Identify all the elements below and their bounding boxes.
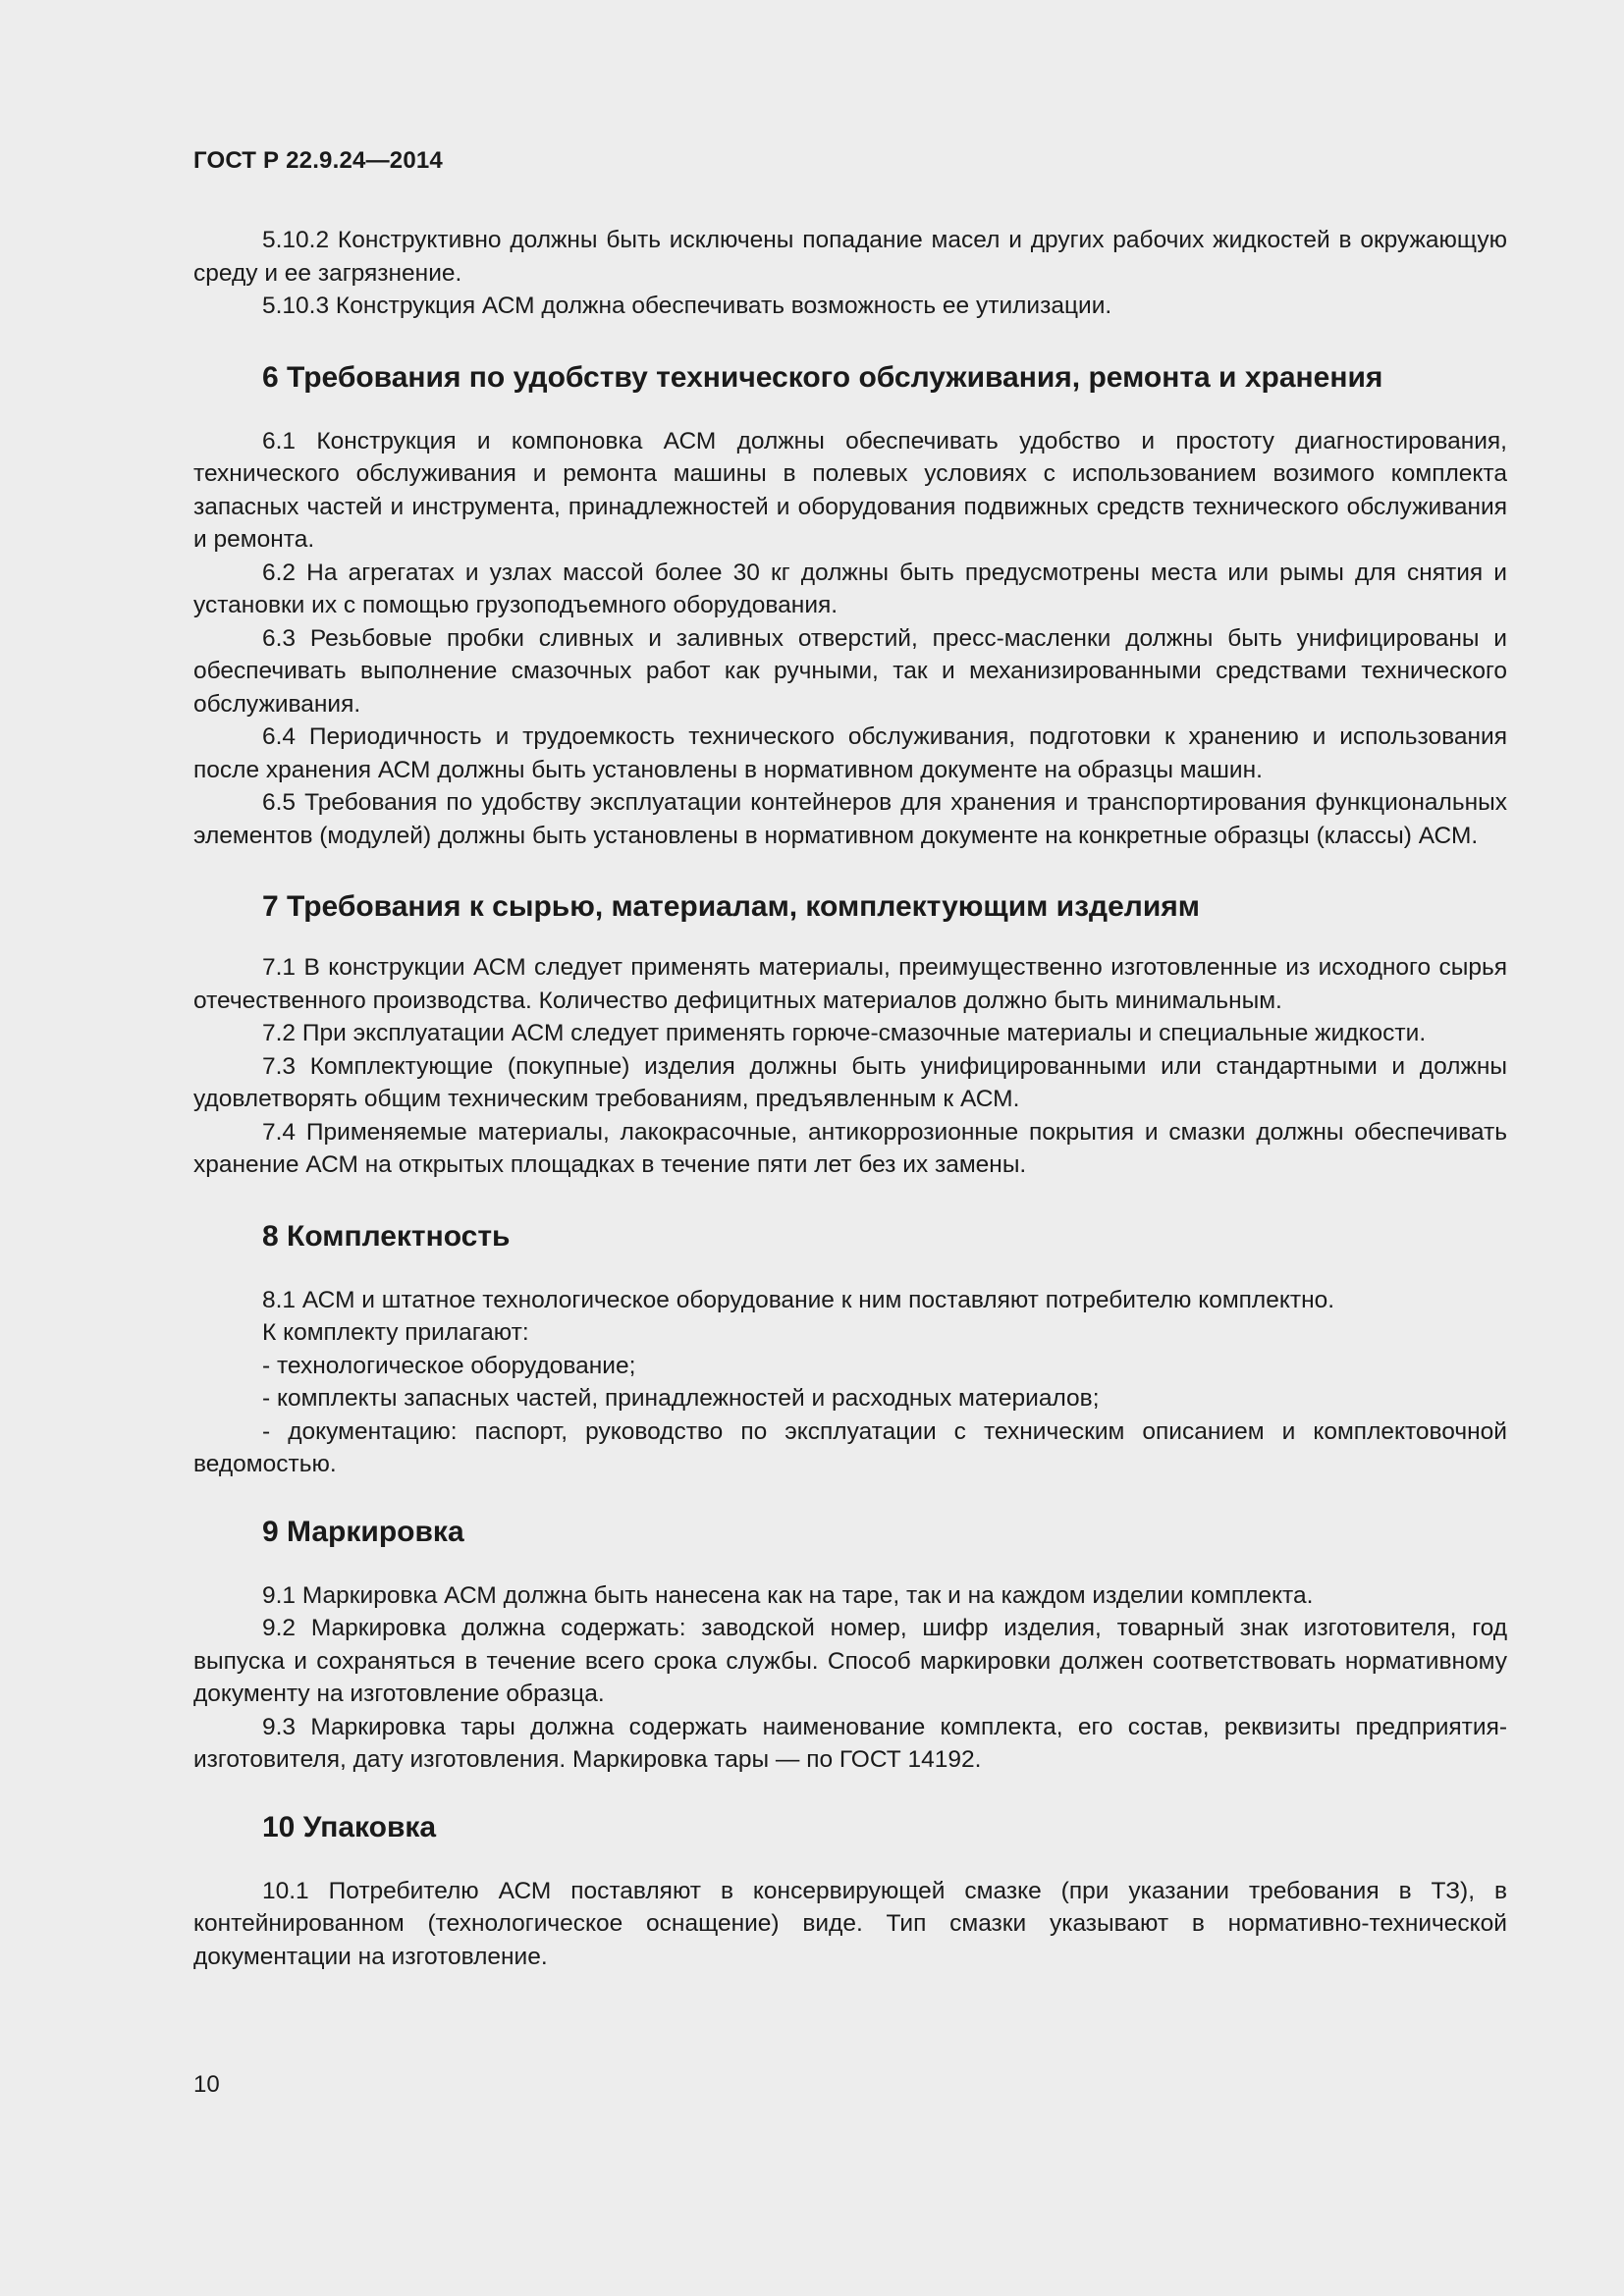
paragraph-5-10-3: 5.10.3 Конструкция АСМ должна обеспечивать возможность ее утилизации. — [262, 293, 1112, 319]
paragraph-7-4: 7.4 Применяемые материалы, лакокрасочные, антикоррозионные покрытия и смазки должны обеспечивать хранение АСМ на открытых площадках в течение пяти лет без их замены. — [193, 1118, 1507, 1178]
paragraph-9-1: 9.1 Маркировка АСМ должна быть нанесена как на таре, так и на каждом изделии комплекта. — [262, 1581, 1314, 1609]
document-body — [193, 224, 1507, 1973]
list-item-equipment: - технологическое оборудование; — [262, 1352, 636, 1379]
section-heading-6: 6 Требования по удобству технического обслуживания, ремонта и хранения — [262, 360, 1383, 394]
paragraph-6-1: 6.1 Конструкция и компоновка АСМ должны обеспечивать удобство и простоту диагностирования, технического обслуживания и ремонта машины в полевых условиях с использованием возимого комплекта запасных частей и инструмента, принадлежностей и оборудования подвижных средств технического обслуживания и ремонта. — [193, 427, 1507, 553]
paragraph-7-1: 7.1 В конструкции АСМ следует применять материалы, преимущественно изготовленные из исходного сырья отечественного производства. Количество дефицитных материалов должно быть минимальным. — [193, 954, 1507, 1014]
paragraph-5-10-2: 5.10.2 Конструктивно должны быть исключены попадание масел и других рабочих жидкостей в окружающую среду и ее загрязнение. — [193, 227, 1507, 287]
document-code-header: ГОСТ Р 22.9.24—2014 — [193, 147, 443, 174]
section-heading-10: 10 Упаковка — [262, 1810, 437, 1843]
paragraph-10-1: 10.1 Потребителю АСМ поставляют в консервирующей смазке (при указании требования в ТЗ), в контейнированном (технологическое оснащение) виде. Тип смазки указывают в нормативно-технической документации на изготовление. — [193, 1877, 1507, 1970]
paragraph-9-2: 9.2 Маркировка должна содержать: заводской номер, шифр изделия, товарный знак изготовителя, год выпуска и сохраняться в течение всего срока службы. Способ маркировки должен соответствовать нормативному документу на изготовление образца. — [193, 1615, 1507, 1707]
section-heading-7: 7 Требования к сырью, материалам, комплектующим изделиям — [262, 890, 1200, 923]
paragraph-6-3: 6.3 Резьбовые пробки сливных и заливных отверстий, пресс-масленки должны быть унифицированы и обеспечивать выполнение смазочных работ как ручными, так и механизированными средствами технического обслуживания. — [193, 624, 1507, 718]
paragraph-6-5: 6.5 Требования по удобству эксплуатации контейнеров для хранения и транспортирования функциональных элементов (модулей) должны быть установлены в нормативном документе на конкретные образцы (классы) АСМ. — [193, 789, 1507, 849]
paragraph-8-1-intro: К комплекту прилагают: — [262, 1319, 529, 1346]
paragraph-7-2: 7.2 При эксплуатации АСМ следует применять горюче-смазочные материалы и специальные жидкости. — [262, 1020, 1427, 1046]
paragraph-7-3: 7.3 Комплектующие (покупные) изделия должны быть унифицированными или стандартными и должны удовлетворять общим техническим требованиям, предъявленным к АСМ. — [193, 1052, 1507, 1112]
list-item-spare-parts: - комплекты запасных частей, принадлежностей и расходных материалов; — [262, 1385, 1100, 1412]
paragraph-8-1: 8.1 АСМ и штатное технологическое оборудование к ним поставляют потребителю комплектно. — [262, 1286, 1335, 1313]
section-heading-8: 8 Комплектность — [262, 1219, 511, 1253]
paragraph-6-4: 6.4 Периодичность и трудоемкость технического обслуживания, подготовки к хранению и использования после хранения АСМ должны быть установлены в нормативном документе на образцы машин. — [193, 723, 1507, 783]
page-number: 10 — [193, 2071, 220, 2098]
section-heading-9: 9 Маркировка — [262, 1515, 464, 1548]
paragraph-9-3: 9.3 Маркировка тары должна содержать наименование комплекта, его состав, реквизиты предприятия-изготовителя, дату изготовления. Маркировка тары — по ГОСТ 14192. — [193, 1713, 1507, 1773]
paragraph-6-2: 6.2 На агрегатах и узлах массой более 30 кг должны быть предусмотрены места или рымы для снятия и установки их с помощью грузоподъемного оборудования. — [193, 559, 1507, 618]
list-item-documentation: - документацию: паспорт, руководство по эксплуатации с техническим описанием и комплектовочной ведомостью. — [193, 1417, 1507, 1477]
